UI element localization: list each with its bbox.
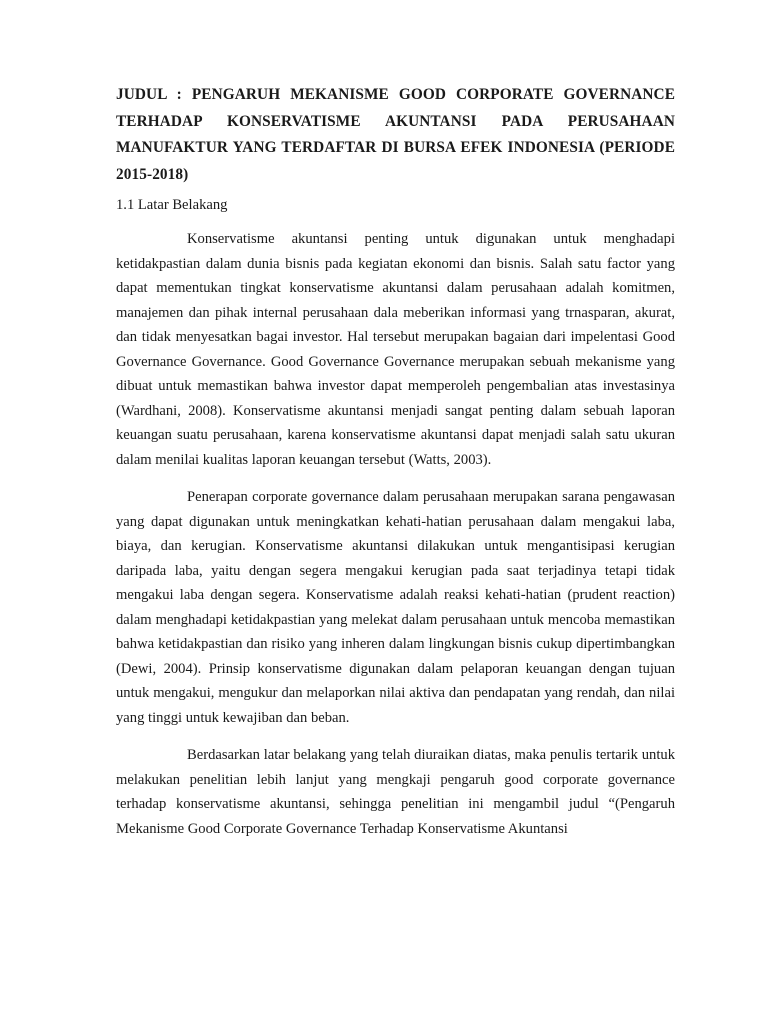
paragraph-2: Penerapan corporate governance dalam perusahaan merupakan sarana pengawasan yang dapat digunakan untuk meningkatkan kehati-hatian perusahaan dalam mengakui laba, biaya, dan kerugian. Konservatisme akuntansi dilakukan untuk mengantisipasi kerugian daripada laba, yaitu dengan segera mengakui kerugian pada saat terjadinya tetapi tidak mengakui laba dengan segera. Konservatisme adalah reaksi kehati-hatian (prudent reaction) dalam menghadapi ketidakpastian yang melekat dalam perusahaan untuk mencoba memastikan bahwa ketidakpastian dan risiko yang inheren dalam lingkungan bisnis cukup dipertimbangkan (Dewi, 2004). Prinsip konservatisme digunakan dalam pelaporan keuangan dengan tujuan untuk mengakui, mengukur dan melaporkan nilai aktiva dan pendapatan yang rendah, dan nilai yang tinggi untuk kewajiban dan beban. [116,489,675,726]
document-page [116,82,675,854]
document-title: JUDUL : PENGARUH MEKANISME GOOD CORPORATE GOVERNANCE TERHADAP KONSERVATISME AKUNTANSI PADA PERUSAHAAN MANUFAKTUR YANG TERDAFTAR DI BURSA EFEK INDONESIA (PERIODE 2015-2018) [116,86,675,183]
paragraph-3: Berdasarkan latar belakang yang telah diuraikan diatas, maka penulis tertarik untuk melakukan penelitian lebih lanjut yang mengkaji pengaruh good corporate governance terhadap konservatisme akuntansi, sehingga penelitian ini mengambil judul “(Pengaruh Mekanisme Good Corporate Governance Terhadap Konservatisme Akuntansi [116,747,675,837]
section-heading: 1.1 Latar Belakang [116,197,228,213]
paragraph-1: Konservatisme akuntansi penting untuk digunakan untuk menghadapi ketidakpastian dalam dunia bisnis pada kegiatan ekonomi dan bisnis. Salah satu factor yang dapat mementukan tingkat konservatisme akuntansi dalam perusahaan adalah komitmen, manajemen dan pihak internal perusahaan dala meberikan informasi yang trnasparan, akurat, dan tidak menyesatkan bagai investor. Hal tersebut merupakan bagaian dari impelentasi Good Governance Governance. Good Governance Governance merupakan sebuah mekanisme yang dibuat untuk memastikan bahwa investor dapat memperoleh pengembalian atas investasinya (Wardhani, 2008). Konservatisme akuntansi menjadi sangat penting dalam sebuah laporan keuangan suatu perusahaan, karena konservatisme akuntansi dapat menjadi salah satu ukuran dalam menilai kualitas laporan keuangan tersebut (Watts, 2003). [116,231,675,468]
